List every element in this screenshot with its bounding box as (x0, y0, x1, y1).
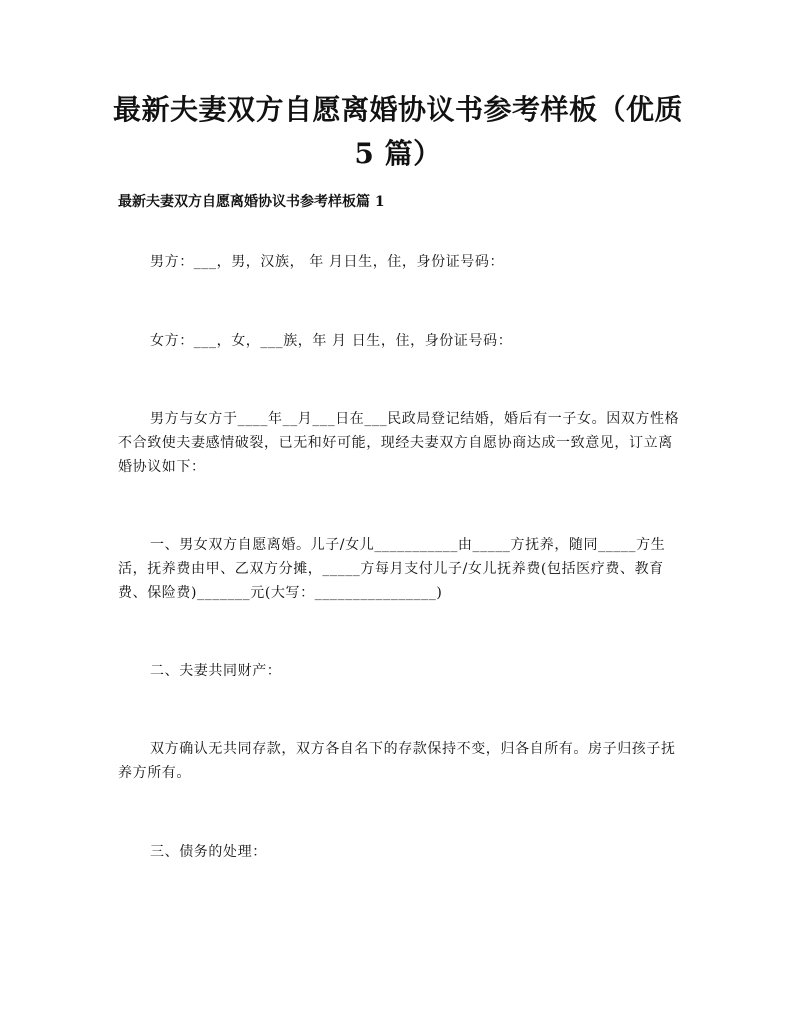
paragraph-female-party: 女方：___，女，___族，年 月 日生，住，身份证号码： (150, 333, 513, 349)
paragraph-male-party: 男方：___，男，汉族， 年 月日生，住，身份证号码： (150, 254, 505, 270)
paragraph-clause-joint-property: 二、夫妻共同财产： (150, 663, 282, 679)
paragraph-clause-debts: 三、债务的处理： (150, 844, 267, 860)
section-heading: 最新夫妻双方自愿离婚协议书参考样板篇 1 (118, 194, 385, 210)
paragraph-property-details: 双方确认无共同存款，双方各自名下的存款保持不变，归各自所有。房子归孩子抚养方所有。 (118, 741, 676, 781)
document-title: 最新夫妻双方自愿离婚协议书参考样板（优质 5 篇） (112, 93, 683, 170)
paragraph-marriage-background: 男方与女方于____年__月___日在___民政局登记结婚，婚后有一子女。因双方性格不合致使夫妻感情破裂，已无和好可能，现经夫妻双方自愿协商达成一致意见，订立离婚协议如下： (118, 411, 680, 475)
paragraph-clause-divorce-custody: 一、男女双方自愿离婚。儿子/女儿___________由_____方抚养，随同_____方生活，抚养费由甲、乙双方分摊，_____方每月支付儿子/女儿抚养费(包括医疗费、教育费、保险费)_______元(大写：________________) (118, 537, 666, 601)
